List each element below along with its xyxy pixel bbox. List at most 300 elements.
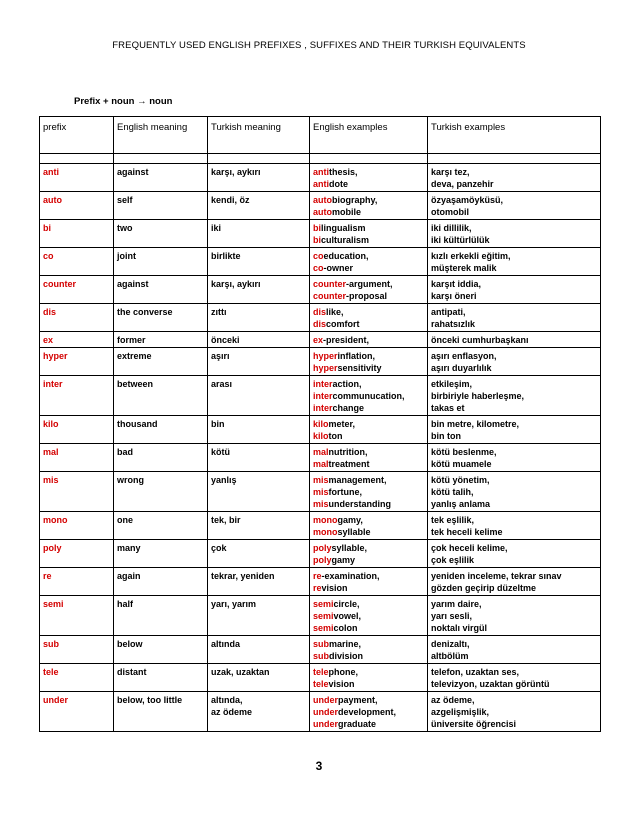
turkish-meaning-cell — [208, 692, 310, 732]
example-prefix: semi — [313, 623, 334, 633]
turkish-example-line: üniversite öğrencisi — [431, 719, 517, 729]
turkish-examples-cell — [428, 636, 601, 664]
example-prefix: re — [313, 571, 322, 581]
example-line — [313, 222, 424, 234]
english-meaning-cell: one — [114, 512, 208, 540]
turkish-example-line: karşı öneri — [431, 291, 477, 301]
example-stem: understanding — [328, 499, 392, 509]
example-stem: thesis, — [329, 167, 358, 177]
example-prefix: sub — [313, 639, 330, 649]
prefix-cell: ex — [40, 332, 114, 348]
english-examples-cell — [310, 692, 428, 732]
example-stem: dote — [329, 179, 349, 189]
example-stem: -proposal — [346, 291, 388, 301]
turkish-examples-cell — [428, 416, 601, 444]
example-line — [313, 474, 424, 486]
example-stem: mobile — [332, 207, 362, 217]
turkish-example-line: tek eşlilik, — [431, 515, 475, 525]
turkish-meaning-line: zıttı — [211, 307, 227, 317]
prefix-cell: dis — [40, 304, 114, 332]
example-stem: vowel, — [333, 611, 362, 621]
english-examples-cell — [310, 416, 428, 444]
example-prefix: tele — [313, 667, 329, 677]
example-prefix: under — [313, 707, 339, 717]
example-prefix: sub — [313, 651, 330, 661]
example-prefix: re — [313, 583, 322, 593]
example-stem: sensitivity — [337, 363, 382, 373]
example-stem: communucation, — [332, 391, 405, 401]
turkish-meaning-line: tek, bir — [211, 515, 241, 525]
example-stem: lingualism — [321, 223, 366, 233]
prefix-cell: mal — [40, 444, 114, 472]
example-line — [313, 290, 424, 302]
turkish-meaning-cell — [208, 164, 310, 192]
prefix-cell: bi — [40, 220, 114, 248]
example-line — [313, 582, 424, 594]
turkish-example-line: kötü muamele — [431, 459, 492, 469]
example-line — [313, 430, 424, 442]
turkish-examples-cell — [428, 332, 601, 348]
turkish-example-line: denizaltı, — [431, 639, 470, 649]
table-row — [40, 376, 601, 416]
turkish-example-line: müşterek malik — [431, 263, 497, 273]
english-examples-cell — [310, 636, 428, 664]
english-examples-cell — [310, 664, 428, 692]
turkish-meaning-cell — [208, 376, 310, 416]
example-line — [313, 610, 424, 622]
turkish-meaning-line: az ödeme — [211, 707, 253, 717]
turkish-meaning-cell — [208, 220, 310, 248]
english-meaning-cell: distant — [114, 664, 208, 692]
turkish-examples-cell — [428, 540, 601, 568]
turkish-examples-cell — [428, 220, 601, 248]
example-line — [313, 278, 424, 290]
turkish-examples-cell — [428, 692, 601, 732]
example-line — [313, 598, 424, 610]
english-meaning-cell: wrong — [114, 472, 208, 512]
english-meaning-cell: former — [114, 332, 208, 348]
turkish-example-line: az ödeme, — [431, 695, 475, 705]
example-stem: syllable, — [331, 543, 368, 553]
page-header: FREQUENTLY USED ENGLISH PREFIXES , SUFFIXES AND THEIR TURKISH EQUIVALENTS — [112, 40, 526, 51]
english-examples-cell — [310, 472, 428, 512]
turkish-example-line: kötü talih, — [431, 487, 474, 497]
example-stem: payment, — [338, 695, 378, 705]
example-stem: phone, — [328, 667, 359, 677]
example-line — [313, 514, 424, 526]
column-header: English examples — [310, 117, 428, 154]
table-row — [40, 636, 601, 664]
prefix-cell: under — [40, 692, 114, 732]
turkish-example-line: gözden geçirip düzeltme — [431, 583, 537, 593]
english-examples-cell — [310, 348, 428, 376]
example-line — [313, 166, 424, 178]
table-row — [40, 304, 601, 332]
turkish-examples-cell — [428, 444, 601, 472]
example-line — [313, 694, 424, 706]
turkish-examples-cell — [428, 596, 601, 636]
example-prefix: inter — [313, 403, 333, 413]
table-row — [40, 248, 601, 276]
turkish-example-line: kötü beslenme, — [431, 447, 497, 457]
turkish-meaning-line: yanlış — [211, 475, 237, 485]
table-row — [40, 692, 601, 732]
example-line — [313, 622, 424, 634]
table-row — [40, 220, 601, 248]
turkish-meaning-cell — [208, 664, 310, 692]
prefix-table — [39, 116, 601, 732]
turkish-example-line: tek heceli kelime — [431, 527, 503, 537]
english-examples-cell — [310, 596, 428, 636]
turkish-example-line: çok heceli kelime, — [431, 543, 508, 553]
turkish-meaning-line: iki — [211, 223, 222, 233]
turkish-examples-cell — [428, 512, 601, 540]
english-meaning-cell: thousand — [114, 416, 208, 444]
turkish-example-line: altbölüm — [431, 651, 469, 661]
example-stem: gamy, — [337, 515, 363, 525]
example-line — [313, 458, 424, 470]
table-row — [40, 472, 601, 512]
example-prefix: mis — [313, 499, 329, 509]
turkish-examples-cell — [428, 376, 601, 416]
example-line — [313, 362, 424, 374]
turkish-example-line: takas et — [431, 403, 465, 413]
example-stem: division — [329, 651, 364, 661]
page-number: 3 — [315, 759, 323, 773]
turkish-example-line: yanlış anlama — [431, 499, 491, 509]
turkish-example-line: antipati, — [431, 307, 466, 317]
example-prefix: bi — [313, 223, 321, 233]
column-header: Turkish examples — [428, 117, 601, 154]
turkish-example-line: iki kültürlülük — [431, 235, 490, 245]
turkish-meaning-line: arası — [211, 379, 233, 389]
example-prefix: mis — [313, 475, 329, 485]
turkish-meaning-cell — [208, 512, 310, 540]
turkish-example-line: bin ton — [431, 431, 461, 441]
example-line — [313, 350, 424, 362]
turkish-example-line: yarı sesli, — [431, 611, 473, 621]
example-stem: syllable — [337, 527, 371, 537]
prefix-cell: sub — [40, 636, 114, 664]
example-prefix: mis — [313, 487, 329, 497]
example-prefix: semi — [313, 611, 334, 621]
table-row — [40, 416, 601, 444]
turkish-example-line: azgelişmişlik, — [431, 707, 490, 717]
example-stem: -argument, — [346, 279, 393, 289]
table-header-row — [40, 117, 601, 154]
prefix-cell: mono — [40, 512, 114, 540]
turkish-meaning-line: altında — [211, 639, 241, 649]
turkish-examples-cell — [428, 664, 601, 692]
example-stem: culturalism — [321, 235, 370, 245]
example-prefix: kilo — [313, 419, 329, 429]
example-prefix: under — [313, 695, 339, 705]
english-examples-cell — [310, 304, 428, 332]
example-prefix: bi — [313, 235, 321, 245]
example-stem: change — [332, 403, 365, 413]
turkish-example-line: aşırı enflasyon, — [431, 351, 497, 361]
turkish-example-line: deva, panzehir — [431, 179, 494, 189]
table-row — [40, 348, 601, 376]
turkish-meaning-cell — [208, 304, 310, 332]
example-line — [313, 638, 424, 650]
turkish-example-line: otomobil — [431, 207, 469, 217]
english-examples-cell — [310, 220, 428, 248]
table-row — [40, 512, 601, 540]
turkish-meaning-cell — [208, 444, 310, 472]
example-prefix: hyper — [313, 363, 338, 373]
prefix-cell: anti — [40, 164, 114, 192]
english-examples-cell — [310, 444, 428, 472]
english-meaning-cell: against — [114, 164, 208, 192]
column-header: Turkish meaning — [208, 117, 310, 154]
turkish-example-line: televizyon, uzaktan görüntü — [431, 679, 550, 689]
column-header: prefix — [40, 117, 114, 154]
english-meaning-cell: two — [114, 220, 208, 248]
example-line — [313, 390, 424, 402]
example-prefix: mono — [313, 515, 338, 525]
prefix-cell: poly — [40, 540, 114, 568]
turkish-meaning-cell — [208, 416, 310, 444]
example-line — [313, 706, 424, 718]
example-prefix: kilo — [313, 431, 329, 441]
english-meaning-cell: extreme — [114, 348, 208, 376]
table-row — [40, 568, 601, 596]
prefix-cell: auto — [40, 192, 114, 220]
english-meaning-cell: the converse — [114, 304, 208, 332]
example-stem: biography, — [332, 195, 378, 205]
example-stem: vision — [328, 679, 355, 689]
example-prefix: counter — [313, 279, 347, 289]
table-row — [40, 332, 601, 348]
example-stem: treatment — [328, 459, 370, 469]
prefix-cell: tele — [40, 664, 114, 692]
example-prefix: semi — [313, 599, 334, 609]
english-examples-cell — [310, 376, 428, 416]
turkish-example-line: kötü yönetim, — [431, 475, 490, 485]
english-examples-cell — [310, 276, 428, 304]
example-line — [313, 718, 424, 730]
example-prefix: inter — [313, 379, 333, 389]
turkish-meaning-cell — [208, 332, 310, 348]
turkish-meaning-cell — [208, 192, 310, 220]
example-stem: -president, — [323, 335, 370, 345]
example-prefix: auto — [313, 195, 332, 205]
english-meaning-cell: self — [114, 192, 208, 220]
example-line — [313, 234, 424, 246]
example-stem: inflation, — [337, 351, 376, 361]
example-line — [313, 542, 424, 554]
english-examples-cell — [310, 568, 428, 596]
english-meaning-cell: half — [114, 596, 208, 636]
english-meaning-cell: many — [114, 540, 208, 568]
turkish-example-line: yeniden inceleme, tekrar sınav — [431, 571, 562, 581]
prefix-cell: re — [40, 568, 114, 596]
section-subtitle: Prefix + noun → noun — [74, 96, 173, 107]
english-examples-cell — [310, 540, 428, 568]
turkish-example-line: bin metre, kilometre, — [431, 419, 520, 429]
english-examples-cell — [310, 332, 428, 348]
example-stem: gamy — [331, 555, 356, 565]
turkish-meaning-cell — [208, 596, 310, 636]
turkish-example-line: önceki cumhurbaşkanı — [431, 335, 529, 345]
example-line — [313, 418, 424, 430]
example-line — [313, 666, 424, 678]
example-prefix: anti — [313, 179, 330, 189]
example-line — [313, 306, 424, 318]
example-line — [313, 194, 424, 206]
turkish-meaning-line: uzak, uzaktan — [211, 667, 270, 677]
turkish-meaning-line: birlikte — [211, 251, 241, 261]
prefix-cell: mis — [40, 472, 114, 512]
english-examples-cell — [310, 164, 428, 192]
example-line — [313, 262, 424, 274]
english-meaning-cell: between — [114, 376, 208, 416]
turkish-examples-cell — [428, 304, 601, 332]
example-stem: ton — [328, 431, 343, 441]
example-prefix: dis — [313, 307, 327, 317]
example-stem: education, — [323, 251, 369, 261]
example-line — [313, 486, 424, 498]
example-stem: -examination, — [321, 571, 380, 581]
turkish-meaning-line: aşırı — [211, 351, 230, 361]
turkish-example-line: aşırı duyarlılık — [431, 363, 492, 373]
turkish-examples-cell — [428, 348, 601, 376]
turkish-example-line: yarım daire, — [431, 599, 482, 609]
turkish-example-line: karşıt iddia, — [431, 279, 482, 289]
turkish-meaning-line: yarı, yarım — [211, 599, 257, 609]
turkish-meaning-line: karşı, aykırı — [211, 279, 261, 289]
example-line — [313, 446, 424, 458]
example-stem: like, — [326, 307, 344, 317]
prefix-cell: hyper — [40, 348, 114, 376]
turkish-example-line: özyaşamöyküsü, — [431, 195, 504, 205]
example-stem: action, — [332, 379, 362, 389]
turkish-meaning-line: karşı, aykırı — [211, 167, 261, 177]
example-stem: -owner — [323, 263, 354, 273]
example-stem: meter, — [328, 419, 356, 429]
example-line — [313, 650, 424, 662]
english-examples-cell — [310, 192, 428, 220]
example-prefix: counter — [313, 291, 347, 301]
turkish-example-line: birbiriyle haberleşme, — [431, 391, 525, 401]
example-stem: vision — [321, 583, 348, 593]
turkish-meaning-cell — [208, 276, 310, 304]
prefix-cell: co — [40, 248, 114, 276]
turkish-meaning-line: altında, — [211, 695, 243, 705]
table-row — [40, 276, 601, 304]
table-row — [40, 444, 601, 472]
example-line — [313, 250, 424, 262]
table-row — [40, 664, 601, 692]
turkish-meaning-cell — [208, 248, 310, 276]
turkish-meaning-line: kendi, öz — [211, 195, 250, 205]
turkish-meaning-cell — [208, 636, 310, 664]
english-meaning-cell: below, too little — [114, 692, 208, 732]
column-header: English meaning — [114, 117, 208, 154]
example-stem: comfort — [326, 319, 360, 329]
example-prefix: dis — [313, 319, 327, 329]
turkish-example-line: etkileşim, — [431, 379, 473, 389]
example-line — [313, 334, 424, 346]
example-prefix: mal — [313, 459, 329, 469]
turkish-meaning-line: önceki — [211, 335, 240, 345]
example-prefix: anti — [313, 167, 330, 177]
example-prefix: auto — [313, 207, 332, 217]
example-stem: circle, — [333, 599, 360, 609]
example-prefix: co — [313, 251, 324, 261]
example-stem: graduate — [338, 719, 377, 729]
english-meaning-cell: again — [114, 568, 208, 596]
table-row — [40, 540, 601, 568]
example-prefix: inter — [313, 391, 333, 401]
turkish-examples-cell — [428, 248, 601, 276]
prefix-cell: kilo — [40, 416, 114, 444]
example-stem: management, — [328, 475, 387, 485]
turkish-example-line: rahatsızlık — [431, 319, 476, 329]
turkish-meaning-cell — [208, 540, 310, 568]
example-prefix: poly — [313, 555, 332, 565]
turkish-example-line: çok eşlilik — [431, 555, 475, 565]
example-line — [313, 526, 424, 538]
english-examples-cell — [310, 248, 428, 276]
example-prefix: co — [313, 263, 324, 273]
example-prefix: ex — [313, 335, 324, 345]
example-line — [313, 554, 424, 566]
example-prefix: mal — [313, 447, 329, 457]
turkish-examples-cell — [428, 568, 601, 596]
example-prefix: under — [313, 719, 339, 729]
example-stem: colon — [333, 623, 358, 633]
turkish-example-line: noktalı virgül — [431, 623, 488, 633]
example-line — [313, 378, 424, 390]
turkish-example-line: telefon, uzaktan ses, — [431, 667, 520, 677]
table-row — [40, 164, 601, 192]
turkish-meaning-line: kötü — [211, 447, 230, 457]
turkish-examples-cell — [428, 276, 601, 304]
turkish-meaning-cell — [208, 568, 310, 596]
turkish-examples-cell — [428, 164, 601, 192]
english-meaning-cell: against — [114, 276, 208, 304]
example-line — [313, 178, 424, 190]
example-line — [313, 570, 424, 582]
example-prefix: mono — [313, 527, 338, 537]
example-stem: fortune, — [328, 487, 363, 497]
turkish-meaning-line: bin — [211, 419, 225, 429]
turkish-meaning-line: tekrar, yeniden — [211, 571, 275, 581]
turkish-example-line: kızlı erkekli eğitim, — [431, 251, 511, 261]
turkish-meaning-cell — [208, 472, 310, 512]
example-line — [313, 206, 424, 218]
prefix-cell: counter — [40, 276, 114, 304]
example-line — [313, 678, 424, 690]
example-prefix: tele — [313, 679, 329, 689]
turkish-examples-cell — [428, 472, 601, 512]
example-line — [313, 402, 424, 414]
english-examples-cell — [310, 512, 428, 540]
turkish-meaning-line: çok — [211, 543, 227, 553]
example-line — [313, 318, 424, 330]
english-meaning-cell: bad — [114, 444, 208, 472]
spacer-row — [40, 154, 601, 164]
turkish-meaning-cell — [208, 348, 310, 376]
prefix-cell: semi — [40, 596, 114, 636]
example-stem: nutrition, — [328, 447, 368, 457]
prefix-cell: inter — [40, 376, 114, 416]
english-meaning-cell: below — [114, 636, 208, 664]
english-meaning-cell: joint — [114, 248, 208, 276]
table-row — [40, 192, 601, 220]
